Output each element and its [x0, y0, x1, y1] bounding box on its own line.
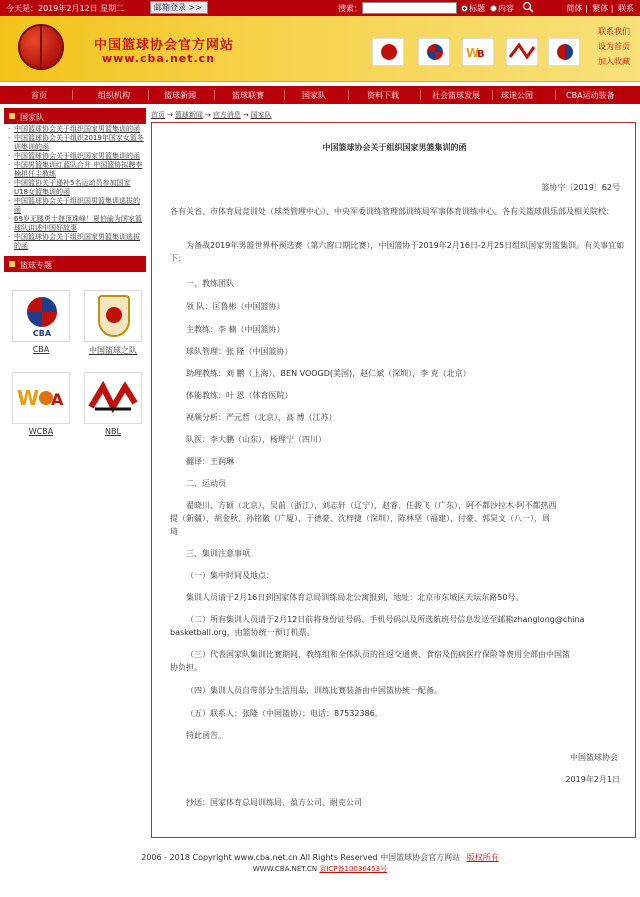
breadcrumb-official[interactable]: 官方消息 [212, 111, 241, 119]
carbon-copy: 抄送：国家体育总局训练局、盈方公司、耐克公司 [186, 798, 362, 807]
rights-link[interactable]: 版权所有 [466, 853, 499, 862]
copyright-text: 2006 - 2018 Copyright www.cba.net.cn All Rights Reserved 中国篮球协会官方网站 [141, 853, 461, 862]
news-item[interactable]: · 中国篮球协会关于组织国家男篮集训的函 [8, 125, 144, 134]
topics-grid [4, 276, 146, 451]
section-players-heading: 二、运动员 [186, 479, 226, 488]
note-2-line-1: （二）所有集训人员请于2月12日前将身份证号码、手机号码以及所选航班号信息发送至邮箱zhanglong@china [186, 615, 585, 624]
nav-social-basketball[interactable]: 社会篮球发展 [432, 91, 480, 100]
nav-downloads[interactable]: 资料下载 [367, 91, 399, 100]
note-1-heading: （一）集中时间及地点： [186, 571, 274, 580]
players-line-1: 翟晓川、方硕（北京），吴前（浙江），刘志轩（辽宁），赵睿、任骏飞（广东），阿不都沙拉木·阿不都热西 [186, 501, 557, 510]
mail-login-button[interactable]: 邮箱登录 >> [150, 1, 208, 14]
translator: 翻译：王润琳 [186, 457, 234, 466]
fitness-coach: 体能教练：叶 恩（体育医院） [186, 391, 293, 400]
nav-home[interactable]: 首页 [31, 91, 47, 100]
note-4: （四）集训人员自带部分生活用品，训练比赛装备由中国篮协统一配备。 [186, 686, 442, 695]
breadcrumb-home[interactable]: 首页 [151, 111, 165, 119]
svg-text:W: W [466, 46, 480, 60]
language-links: 简体 | 繁体 | 联系 [566, 4, 634, 13]
note-5: （五）联系人：张隆（中国篮协）；电话：87532386。 [186, 709, 383, 718]
news-item[interactable]: · 中国篮协关于递补5名运动员参加国家U18女篮集训的函 [8, 179, 144, 197]
search-label: 搜索： [338, 4, 362, 13]
search-icon [522, 1, 534, 13]
radio-content-label: 内容 [498, 4, 514, 13]
wcba-logo[interactable] [462, 38, 494, 66]
header-links [598, 24, 630, 69]
topic-cba[interactable] [12, 290, 70, 354]
note-2-line-2: basketball.org，由篮协统一预订机票。 [170, 628, 315, 637]
svg-text:W: W [17, 386, 40, 410]
players-line-3: 琦 [170, 527, 178, 536]
search-submit-button[interactable] [522, 1, 534, 15]
cba-logo[interactable] [418, 38, 450, 66]
nav-cba-gear[interactable]: CBA运动装备 [566, 91, 615, 100]
breadcrumb-national-team[interactable]: 国家队 [250, 111, 272, 119]
note-1-text: 集训人员请于2月16日到国家体育总局训练局北公寓报到，地址：北京市东城区天坛东路50号。 [186, 593, 524, 602]
issuing-organization: 中国篮球协会 [570, 753, 618, 762]
footer-copyright [0, 852, 640, 863]
wcba-topic-logo [12, 372, 70, 424]
nav-organization[interactable]: 组织机构 [98, 91, 130, 100]
topic-wcba[interactable] [12, 372, 70, 436]
players-line-2: 提（新疆），胡金秋、孙铭徽（广厦），于德豪、沈梓捷（深圳），陈林坚（福建），付豪、郭昊文（八一），周 [170, 514, 550, 523]
radio-title-label: 标题 [469, 4, 485, 13]
main-nav [0, 86, 640, 104]
cuba-logo[interactable] [548, 38, 580, 66]
topic-team-china[interactable] [84, 290, 142, 356]
team-leader: 领 队：匡鲁彬（中国篮协） [186, 302, 285, 311]
radio-dot-icon [461, 5, 468, 12]
radio-content[interactable] [490, 3, 514, 14]
radio-title[interactable] [461, 3, 485, 14]
current-date: 今天是：2019年2月12日 星期二 [6, 4, 125, 13]
head-coach: 主教练：李 楠（中国篮协） [186, 325, 285, 334]
article-panel [151, 122, 636, 838]
basketball-topics-header: 篮球专题 [4, 256, 146, 272]
svg-text:A: A [51, 390, 64, 409]
cba-basketball-logo[interactable] [18, 24, 64, 70]
team-china-logo[interactable] [372, 38, 404, 66]
team-manager: 球队管理：张 隆（中国篮协） [186, 347, 293, 356]
contact-link[interactable]: 联系 [618, 4, 634, 13]
nav-leagues[interactable]: 篮球联赛 [232, 91, 264, 100]
footer-domain: WWW.CBA.NET.CN [252, 865, 318, 873]
intro-paragraph: 为备战2019年男篮世界杯预选赛（第六窗口期比赛），中国篮协于2019年2月16日-2月25日组织国家男篮集训。有关事宜如下： [170, 241, 625, 263]
national-team-header: 国家队 [4, 108, 146, 124]
nav-news[interactable]: 篮球新闻 [164, 91, 196, 100]
note-3-line-2: 协负担。 [170, 663, 202, 672]
team-doctors: 队医：李大鹏（山东），杨理宁（四川） [186, 435, 326, 444]
team-china-topic-logo [84, 290, 142, 342]
topic-nbl[interactable] [84, 372, 142, 436]
top-bar [0, 0, 640, 16]
addressee: 各有关省、市体育局竞训处（球类管理中心）、中央军委训练管理部训练局军事体育训练中心、各有关篮球俱乐部及相关院校： [170, 207, 614, 216]
nav-national-team[interactable]: 国家队 [302, 91, 326, 100]
nbl-topic-logo [84, 372, 142, 424]
topic-caption: CBA [32, 345, 50, 354]
video-analysts: 视频分析：严元哲（北京），高 博（江苏） [186, 413, 337, 422]
note-3-line-1: （三）代表国家队集训比赛期间，教练组和全体队员的往返交通费、食宿及伤病医疗保险等费用全部由中国篮 [186, 650, 570, 659]
contact-us-link[interactable]: 联系我们 [598, 27, 630, 36]
nav-fan-park[interactable]: 球迷公园 [501, 91, 533, 100]
topic-caption: WCBA [28, 427, 54, 436]
nbl-logo[interactable] [506, 38, 538, 66]
add-favorite-link[interactable]: 加入收藏 [598, 57, 630, 66]
radio-dot-icon [490, 5, 497, 12]
svg-text:B: B [477, 49, 485, 60]
search-input[interactable] [362, 2, 457, 14]
topic-caption: NBL [105, 427, 121, 436]
news-item[interactable]: · 中国篮球协会关于组织国家男篮集训选拔的函 [8, 233, 144, 251]
topic-caption: 中国篮球之队 [89, 346, 137, 355]
breadcrumb-news[interactable]: 篮球新闻 [174, 111, 203, 119]
article-title: 中国篮球协会关于组织国家男篮集训的函 [322, 143, 467, 152]
news-item[interactable]: · 中国篮球协会关于组织国男篮集训选拔的函 [8, 197, 144, 215]
breadcrumb: 首页 → 篮球新闻 → 官方消息 → 国家队 [151, 111, 272, 119]
lang-simplified[interactable]: 简体 [566, 4, 583, 13]
site-header [0, 16, 640, 82]
site-url: www.cba.net.cn [102, 52, 216, 65]
national-team-news-list [4, 124, 146, 251]
news-item[interactable]: · 中国男篮集训红蓝队合并 中国篮协拟聘李楠担任主教练 [8, 161, 144, 179]
lang-traditional[interactable]: 繁体 [592, 4, 609, 13]
set-homepage-link[interactable]: 设为首页 [598, 42, 630, 51]
news-item[interactable]: · 69岁无腿勇士登顶珠峰！夏伯渝为国家篮球队讲述中国好故事 [8, 215, 144, 233]
section-notes-heading: 三、集训注意事项 [186, 549, 250, 558]
closing: 特此函告。 [186, 731, 226, 740]
site-name: 中国篮球协会官方网站 [94, 38, 235, 53]
section-coaches-heading: 一、教练团队 [186, 279, 234, 288]
icp-link[interactable]: 京ICP备10036453号 [319, 865, 388, 873]
sidebar [4, 108, 146, 451]
assistant-coaches: 助理教练：刘 鹏（上海），BEN VOOGD(美国)，赵仁斌（深圳），李 克（北京） [186, 369, 471, 378]
footer-icp [0, 864, 640, 874]
document-number: 篮协字〔2019〕62号 [541, 183, 620, 192]
cba-topic-logo: CBA [12, 290, 70, 342]
news-item[interactable]: · 中国篮球协会关于组织2019年国家女篮冬训集训的函 [8, 134, 144, 152]
news-item[interactable]: · 中国篮球协会关于组织国家男篮集训的函 [8, 152, 144, 161]
issue-date: 2019年2月1日 [565, 775, 620, 784]
